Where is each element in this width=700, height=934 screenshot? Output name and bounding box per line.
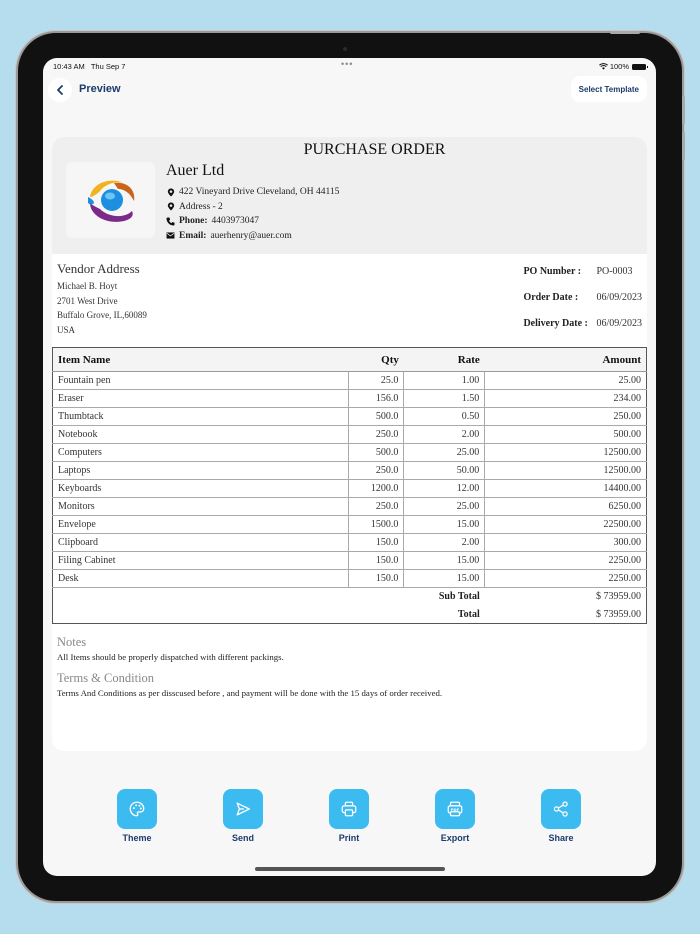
rate-cell: 2.00: [404, 534, 485, 552]
purchase-order-document: [52, 137, 647, 751]
printer-icon: [329, 789, 369, 829]
item-name-cell: Fountain pen: [53, 372, 349, 390]
multitasking-dots[interactable]: •••: [341, 59, 354, 69]
terms-text: Terms And Conditions as per disscused before , and payment will be done with the 15 days of order received.: [57, 688, 443, 698]
qty-cell: 150.0: [349, 570, 404, 588]
item-name-cell: Thumbtack: [53, 408, 349, 426]
column-header: Item Name: [53, 348, 349, 372]
amount-cell: 2250.00: [485, 570, 647, 588]
amount-cell: 14400.00: [485, 480, 647, 498]
page-title: Preview: [79, 83, 121, 95]
location-pin-icon: [166, 188, 175, 197]
chevron-left-icon: [56, 85, 64, 95]
theme-button[interactable]: Theme: [107, 789, 167, 843]
amount-cell: 12500.00: [485, 444, 647, 462]
qty-cell: 156.0: [349, 390, 404, 408]
battery-icon: [632, 64, 646, 70]
notes-section: [57, 635, 642, 707]
order-date-row: Order Date : 06/09/2023: [523, 292, 642, 318]
table-row: [53, 570, 647, 588]
po-number-row: PO Number : PO-0003: [523, 266, 642, 292]
qty-cell: 500.0: [349, 408, 404, 426]
qty-cell: 250.0: [349, 462, 404, 480]
table-row: [53, 372, 647, 390]
amount-cell: 300.00: [485, 534, 647, 552]
location-pin-icon: [166, 202, 175, 211]
share-button[interactable]: Share: [531, 789, 591, 843]
rate-cell: 25.00: [404, 444, 485, 462]
table-row: [53, 444, 647, 462]
volume-button: [682, 96, 685, 124]
print-button[interactable]: Print: [319, 789, 379, 843]
rate-cell: 15.00: [404, 552, 485, 570]
company-address-1: 422 Vineyard Drive Cleveland, OH 44115: [166, 185, 339, 200]
power-button: [610, 31, 640, 34]
rate-cell: 0.50: [404, 408, 485, 426]
rate-cell: 25.00: [404, 498, 485, 516]
vendor-line: USA: [57, 324, 76, 335]
delivery-date-row: Delivery Date : 06/09/2023: [523, 318, 642, 344]
qty-cell: 25.0: [349, 372, 404, 390]
item-name-cell: Keyboards: [53, 480, 349, 498]
rate-cell: 12.00: [404, 480, 485, 498]
table-row: [53, 498, 647, 516]
status-right: [599, 62, 646, 71]
wifi-icon: [599, 63, 608, 70]
amount-cell: 12500.00: [485, 462, 647, 480]
item-name-cell: Laptops: [53, 462, 349, 480]
order-meta: [523, 266, 642, 344]
envelope-icon: [166, 231, 175, 240]
table-row: [53, 534, 647, 552]
status-time: 10:43 AM Thu Sep 7: [53, 62, 126, 71]
amount-cell: 2250.00: [485, 552, 647, 570]
company-phone: Phone: 4403973047: [166, 214, 339, 229]
amount-cell: 234.00: [485, 390, 647, 408]
item-name-cell: Desk: [53, 570, 349, 588]
table-row: [53, 480, 647, 498]
palette-icon: [117, 789, 157, 829]
amount-cell: 6250.00: [485, 498, 647, 516]
table-row: [53, 426, 647, 444]
item-name-cell: Envelope: [53, 516, 349, 534]
table-header: [53, 348, 647, 372]
app-screen: [43, 58, 656, 876]
item-name-cell: Notebook: [53, 426, 349, 444]
svg-text:PDF: PDF: [450, 807, 460, 812]
rate-cell: 50.00: [404, 462, 485, 480]
table-row: [53, 552, 647, 570]
amount-cell: 250.00: [485, 408, 647, 426]
amount-cell: 500.00: [485, 426, 647, 444]
column-header: Qty: [349, 348, 404, 372]
qty-cell: 250.0: [349, 498, 404, 516]
column-header: Rate: [404, 348, 485, 372]
action-bar: [43, 789, 656, 847]
front-camera: [343, 47, 347, 51]
rate-cell: 2.00: [404, 426, 485, 444]
column-header: Amount: [485, 348, 647, 372]
nav-bar: [43, 74, 656, 106]
send-button[interactable]: Send: [213, 789, 273, 843]
items-table: [52, 347, 647, 624]
battery-percent: 100%: [609, 62, 629, 71]
vendor-line: Michael B. Hoyt: [57, 281, 118, 291]
po-number: PO-0003: [596, 266, 633, 277]
item-name-cell: Computers: [53, 444, 349, 462]
total-label: Total: [404, 606, 485, 624]
document-title: PURCHASE ORDER: [303, 141, 446, 158]
company-info: [166, 162, 339, 243]
total-row: [53, 606, 647, 624]
document-header: [52, 137, 647, 254]
amount-cell: 22500.00: [485, 516, 647, 534]
qty-cell: 150.0: [349, 534, 404, 552]
phone-icon: [166, 217, 175, 226]
total-value: $ 73959.00: [485, 606, 647, 624]
pdf-export-icon: [435, 789, 475, 829]
rate-cell: 15.00: [404, 516, 485, 534]
table-row: [53, 516, 647, 534]
rate-cell: 1.50: [404, 390, 485, 408]
vendor-line: Buffalo Grove, IL,60089: [57, 310, 147, 320]
rate-cell: 15.00: [404, 570, 485, 588]
qty-cell: 150.0: [349, 552, 404, 570]
company-logo: [66, 162, 155, 238]
vendor-line: 2701 West Drive: [57, 295, 118, 306]
item-name-cell: Clipboard: [53, 534, 349, 552]
qty-cell: 250.0: [349, 426, 404, 444]
table-row: [53, 462, 647, 480]
table-row: [53, 408, 647, 426]
qty-cell: 500.0: [349, 444, 404, 462]
item-name-cell: Eraser: [53, 390, 349, 408]
logo-icon: [84, 175, 138, 225]
delivery-date: 06/09/2023: [596, 318, 642, 329]
vendor-address: [57, 261, 147, 339]
back-button[interactable]: [48, 78, 72, 102]
volume-button: [682, 132, 685, 160]
home-indicator[interactable]: [255, 867, 445, 871]
send-icon: [223, 789, 263, 829]
subtotal-row: [53, 588, 647, 606]
export-button[interactable]: PDF Export: [425, 789, 485, 843]
subtotal-label: Sub Total: [404, 588, 485, 606]
item-name-cell: Monitors: [53, 498, 349, 516]
share-icon: [541, 789, 581, 829]
company-address-2: Address - 2: [166, 200, 339, 215]
rate-cell: 1.00: [404, 372, 485, 390]
amount-cell: 25.00: [485, 372, 647, 390]
vendor-title: Vendor Address: [57, 261, 140, 276]
qty-cell: 1200.0: [349, 480, 404, 498]
table-row: [53, 390, 647, 408]
status-bar: [43, 58, 656, 74]
company-name: Auer Ltd: [166, 162, 225, 179]
qty-cell: 1500.0: [349, 516, 404, 534]
notes-title: Notes: [57, 635, 87, 649]
subtotal-value: $ 73959.00: [485, 588, 647, 606]
company-email: Email: auerhenry@auer.com: [166, 229, 339, 244]
notes-text: All Items should be properly dispatched with different packings.: [57, 652, 284, 662]
select-template-button[interactable]: Select Template: [571, 76, 647, 102]
terms-title: Terms & Condition: [57, 671, 155, 685]
order-date: 06/09/2023: [596, 292, 642, 303]
item-name-cell: Filing Cabinet: [53, 552, 349, 570]
